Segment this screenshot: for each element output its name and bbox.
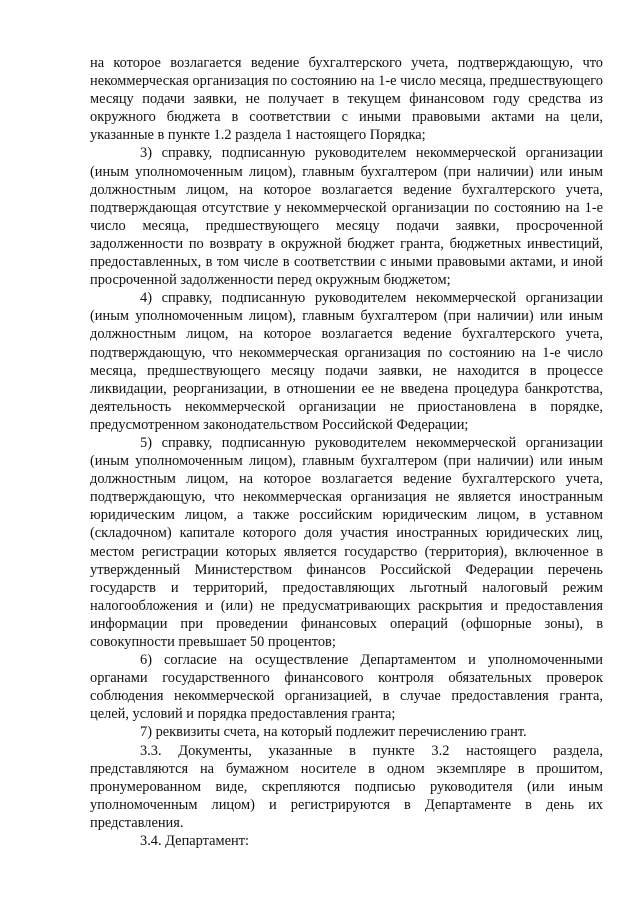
paragraph-item-6: 6) согласие на осуществление Департаментом и уполномоченными органами государственного финансового контроля обязательных проверок соблюдения некоммерческой организацией, в случае предоставления гранта, целей, условий и порядка предоставления гранта; <box>90 652 603 723</box>
paragraph-item-4: 4) справку, подписанную руководителем некоммерческой организации (иным уполномоченным лицом), главным бухгалтером (при наличии) или иным должностным лицом, на которое возлагается ведение бухгалтерского учета, подтверждающую, что некоммерческая организация по состоянию на 1-е число месяца, предшествующего месяцу подачи заявки, не находится в процессе ликвидации, реорганизации, в отношении ее не введена процедура банкротства, деятельность некоммерческой организации не приостановлена в порядке, предусмотренном законодательством Российской Федерации; <box>90 290 603 433</box>
paragraph-continuation: на которое возлагается ведение бухгалтерского учета, подтверждающую, что некоммерческая организация по состоянию на 1-е число месяца, предшествующего месяцу подачи заявки, не получает в текущем финансовом году средства из окружного бюджета в соответствии с иными правовыми актами на цели, указанные в пункте 1.2 раздела 1 настоящего Порядка; <box>90 55 603 144</box>
paragraph-item-3: 3) справку, подписанную руководителем некоммерческой организации (иным уполномоченным лицом), главным бухгалтером (при наличии) или иным должностным лицом, на которое возлагается ведение бухгалтерского учета, подтверждающая отсутствие у некоммерческой организации по состоянию на 1-е число месяца, предшествующего месяцу подачи заявки, просроченной задолженности по возврату в окружной бюджет гранта, бюджетных инвестиций, предоставленных, в том числе в соответствии с иными правовыми актами, и иной просроченной задолженности перед окружным бюджетом; <box>90 145 603 289</box>
paragraph-3-3: 3.3. Документы, указанные в пункте 3.2 настоящего раздела, представляются на бумажном носителе в одном экземпляре в прошитом, пронумерованном виде, скрепляются подписью руководителя (или иным уполномоченным лицом) и регистрируются в Департаменте в день их представления. <box>90 742 603 831</box>
paragraph-3-4: 3.4. Департамент: <box>140 833 249 850</box>
paragraph-item-7: 7) реквизиты счета, на который подлежит перечислению грант. <box>140 724 527 741</box>
paragraph-item-5: 5) справку, подписанную руководителем некоммерческой организации (иным уполномоченным лицом), главным бухгалтером (при наличии) или иным должностным лицом, на которое возлагается ведение бухгалтерского учета, подтверждающую, что некоммерческая организация не является иностранным юридическим лицом, а также российским юридическим лицом, в уставном (складочном) капитале которого доля участия иностранных юридических лиц, местом регистрации которых является государство (территория), включенное в утвержденный Министерством финансов Российской Федерации перечень государств и территорий, предоставляющих льготный налоговый режим налогообложения и (или) не предусматривающих раскрытия и предоставления информации при проведении финансовых операций (офшорные зоны), в совокупности превышает 50 процентов; <box>90 434 603 650</box>
document-page <box>90 54 603 850</box>
